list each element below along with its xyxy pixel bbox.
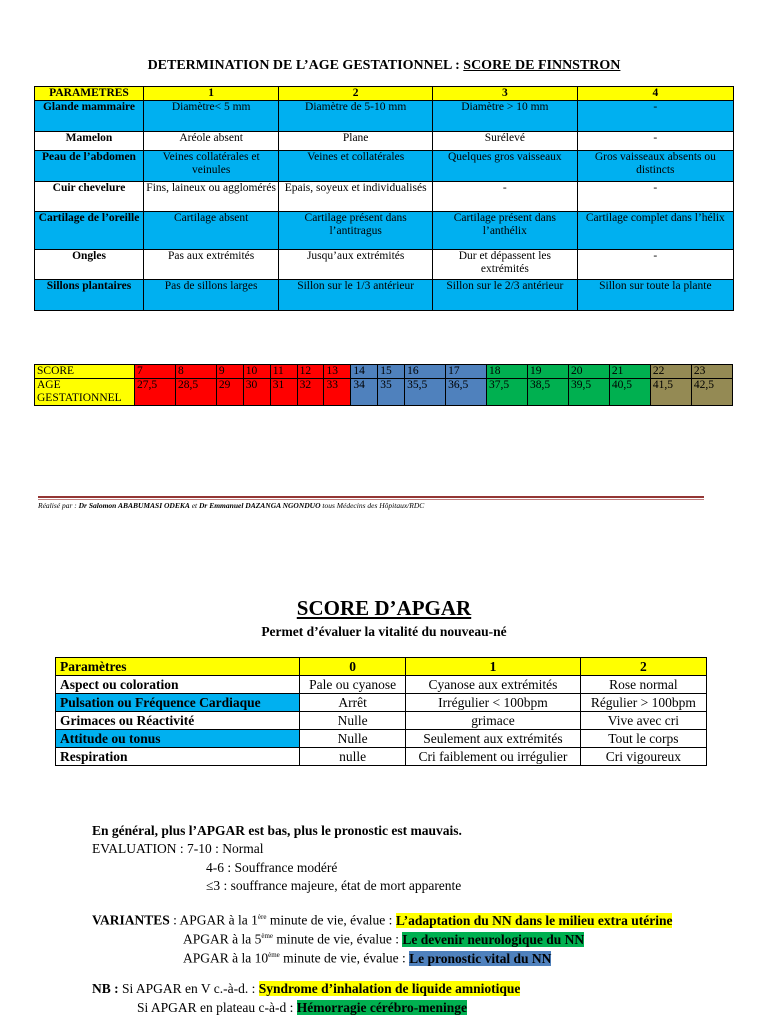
apgar-cell: Cyanose aux extrémités: [406, 676, 581, 694]
apgar-cell: Seulement aux extrémités: [406, 730, 581, 748]
age-cell: 40,5: [609, 379, 650, 406]
finnstron-cell: Pas aux extrémités: [144, 250, 279, 280]
score-cell: 22: [650, 365, 691, 379]
finnstron-cell: Diamètre de 5-10 mm: [279, 101, 433, 132]
apgar-row: [56, 694, 707, 712]
variante-text: minute de vie, évalue :: [266, 912, 396, 928]
apgar-cell: Cri vigoureux: [580, 748, 706, 766]
apgar-header-cell: 1: [406, 658, 581, 676]
divider-line-thin: [38, 499, 704, 500]
variante-sup: ère: [257, 913, 267, 921]
variantes-label: VARIANTES: [92, 912, 170, 928]
finnstron-cell: Cartilage complet dans l’hélix: [577, 212, 733, 250]
finnstron-table: [34, 86, 734, 311]
nb-highlight: Hémorragie cérébro-meninge: [296, 1000, 468, 1015]
score-cell: 20: [568, 365, 609, 379]
variante-text: APGAR à la 10: [183, 950, 269, 966]
nb-line: [137, 999, 467, 1017]
finnstron-cell: -: [577, 132, 733, 151]
finnstron-row: [35, 280, 734, 311]
finnstron-cell: Aréole absent: [144, 132, 279, 151]
finnstron-row: [35, 250, 734, 280]
apgar-param: Aspect ou coloration: [56, 676, 300, 694]
age-cell: 28,5: [175, 379, 216, 406]
score-label: SCORE: [35, 365, 135, 379]
finnstron-cell: Surélevé: [433, 132, 578, 151]
finnstron-cell: Epais, soyeux et individualisés: [279, 182, 433, 212]
apgar-row: [56, 712, 707, 730]
finnstron-cell: Diamètre< 5 mm: [144, 101, 279, 132]
evaluation-line: ≤3 : souffrance majeure, état de mort apparente: [206, 878, 462, 893]
age-cell: 35: [378, 379, 405, 406]
finnstron-cell: Sillon sur le 1/3 antérieur: [279, 280, 433, 311]
finnstron-cell: Cartilage présent dans l’anthélix: [433, 212, 578, 250]
nb-text: Si APGAR en V c.-à-d. :: [122, 981, 259, 996]
finnstron-row: [35, 212, 734, 250]
apgar-cell: nulle: [300, 748, 406, 766]
apgar-cell: Nulle: [300, 730, 406, 748]
apgar-cell: Rose normal: [580, 676, 706, 694]
score-cell: 12: [297, 365, 324, 379]
finnstron-header-cell: 3: [433, 87, 578, 101]
variante-text: minute de vie, évalue :: [279, 950, 410, 966]
variante-highlight: Le devenir neurologique du NN: [402, 931, 585, 947]
apgar-cell: grimace: [406, 712, 581, 730]
apgar-header-cell: 2: [580, 658, 706, 676]
finnstron-cell: -: [577, 101, 733, 132]
apgar-param: Respiration: [56, 748, 300, 766]
finnstron-header-cell: PARAMETRES: [35, 87, 144, 101]
finnstron-cell: Pas de sillons larges: [144, 280, 279, 311]
age-cell: 29: [216, 379, 243, 406]
finnstron-cell: Diamètre > 10 mm: [433, 101, 578, 132]
age-cell: 27,5: [135, 379, 176, 406]
variante-text: APGAR à la 5: [183, 931, 262, 947]
variante-line: [183, 946, 551, 968]
nb-highlight: Syndrome d’inhalation de liquide amniotique: [258, 981, 521, 996]
variante-highlight: Le pronostic vital du NN: [409, 950, 552, 966]
age-cell: 38,5: [528, 379, 569, 406]
age-cell: 41,5: [650, 379, 691, 406]
apgar-cell: Tout le corps: [580, 730, 706, 748]
score-cell: 14: [351, 365, 378, 379]
score-cell: 16: [405, 365, 446, 379]
finnstron-param: Cartilage de l’oreille: [35, 212, 144, 250]
score-cell: 9: [216, 365, 243, 379]
finnstron-cell: Gros vaisseaux absents ou distincts: [577, 151, 733, 182]
apgar-row: [56, 730, 707, 748]
apgar-title: SCORE D’APGAR: [296, 596, 472, 620]
apgar-cell: Cri faiblement ou irrégulier: [406, 748, 581, 766]
score-cell: 17: [446, 365, 487, 379]
finnstron-cell: Cartilage absent: [144, 212, 279, 250]
finnstron-param: Peau de l’abdomen: [35, 151, 144, 182]
apgar-param: Grimaces ou Réactivité: [56, 712, 300, 730]
apgar-general-note: En général, plus l’APGAR est bas, plus le pronostic est mauvais.: [92, 823, 462, 838]
score-cell: 21: [609, 365, 650, 379]
score-cell: 8: [175, 365, 216, 379]
finnstron-cell: Quelques gros vaisseaux: [433, 151, 578, 182]
apgar-param: Attitude ou tonus: [56, 730, 300, 748]
age-cell: 36,5: [446, 379, 487, 406]
finnstron-cell: Plane: [279, 132, 433, 151]
finnstron-cell: -: [577, 250, 733, 280]
finnstron-row: [35, 101, 734, 132]
variantes-sep: :: [169, 912, 180, 928]
finnstron-cell: Dur et dépassent les extrémités: [433, 250, 578, 280]
apgar-cell: Régulier > 100bpm: [580, 694, 706, 712]
finnstron-cell: Fins, laineux ou agglomérés: [144, 182, 279, 212]
score-cell: 11: [270, 365, 297, 379]
age-cell: 35,5: [405, 379, 446, 406]
finnstron-param: Cuir chevelure: [35, 182, 144, 212]
score-row: [35, 365, 733, 379]
finnstron-cell: Veines et collatérales: [279, 151, 433, 182]
apgar-cell: Pale ou cyanose: [300, 676, 406, 694]
finnstron-param: Mamelon: [35, 132, 144, 151]
finnstron-cell: Sillon sur le 2/3 antérieur: [433, 280, 578, 311]
apgar-header-cell: Paramètres: [56, 658, 300, 676]
score-cell: 10: [243, 365, 270, 379]
finnstron-cell: Cartilage présent dans l’antitragus: [279, 212, 433, 250]
apgar-cell: Irrégulier < 100bpm: [406, 694, 581, 712]
nb-label: NB :: [92, 981, 119, 996]
finnstron-row: [35, 182, 734, 212]
variante-sup: ème: [261, 932, 274, 940]
evaluation-line: 4-6 : Souffrance modéré: [206, 860, 338, 875]
finnstron-header-cell: 4: [577, 87, 733, 101]
apgar-row: [56, 748, 707, 766]
nb-text: Si APGAR en plateau c-à-d :: [137, 1000, 297, 1015]
finnstron-param: Ongles: [35, 250, 144, 280]
finnstron-cell: Sillon sur toute la plante: [577, 280, 733, 311]
apgar-cell: Vive avec cri: [580, 712, 706, 730]
finnstron-header-row: [35, 87, 734, 101]
apgar-param: Pulsation ou Fréquence Cardiaque: [56, 694, 300, 712]
divider-line: [38, 496, 704, 498]
nb-line: [92, 980, 520, 998]
finnstron-cell: -: [577, 182, 733, 212]
finnstron-cell: -: [433, 182, 578, 212]
score-cell: 7: [135, 365, 176, 379]
score-cell: 23: [691, 365, 732, 379]
apgar-header-row: [56, 658, 707, 676]
finnstron-row: [35, 151, 734, 182]
apgar-subtitle: Permet d’évaluer la vitalité du nouveau-né: [261, 624, 507, 639]
finnstron-cell: Veines collatérales et veinules: [144, 151, 279, 182]
age-cell: 34: [351, 379, 378, 406]
age-cell: 30: [243, 379, 270, 406]
age-row: [35, 379, 733, 406]
apgar-header-cell: 0: [300, 658, 406, 676]
finnstron-header-cell: 2: [279, 87, 433, 101]
apgar-cell: Nulle: [300, 712, 406, 730]
age-label: AGE GESTATIONNEL: [35, 379, 135, 406]
finnstron-title: DETERMINATION DE L’AGE GESTATIONNEL : SCORE DE FINNSTRON: [147, 58, 621, 73]
apgar-table: [55, 657, 707, 766]
variante-text: minute de vie, évalue :: [273, 931, 403, 947]
age-cell: 37,5: [487, 379, 528, 406]
score-cell: 15: [378, 365, 405, 379]
variante-highlight: L’adaptation du NN dans le milieu extra utérine: [395, 912, 673, 928]
score-cell: 19: [528, 365, 569, 379]
age-cell: 32: [297, 379, 324, 406]
variante-sup: ème: [268, 951, 280, 959]
finnstron-cell: Jusqu’aux extrémités: [279, 250, 433, 280]
variante-text: APGAR à la 1: [179, 912, 258, 928]
age-cell: 42,5: [691, 379, 732, 406]
score-cell: 18: [487, 365, 528, 379]
apgar-row: [56, 676, 707, 694]
finnstron-param: Sillons plantaires: [35, 280, 144, 311]
score-cell: 13: [324, 365, 351, 379]
finnstron-row: [35, 132, 734, 151]
apgar-cell: Arrêt: [300, 694, 406, 712]
score-age-table: [34, 364, 733, 406]
evaluation-heading: EVALUATION : 7-10 : Normal: [92, 841, 264, 856]
author-credit: Réalisé par : Dr Salomon ABABUMASI ODEKA et Dr Emmanuel DAZANGA NGONDUO tous Médecins des Hôpitaux/RDC: [38, 501, 425, 510]
age-cell: 33: [324, 379, 351, 406]
finnstron-param: Glande mammaire: [35, 101, 144, 132]
age-cell: 39,5: [568, 379, 609, 406]
age-cell: 31: [270, 379, 297, 406]
finnstron-header-cell: 1: [144, 87, 279, 101]
